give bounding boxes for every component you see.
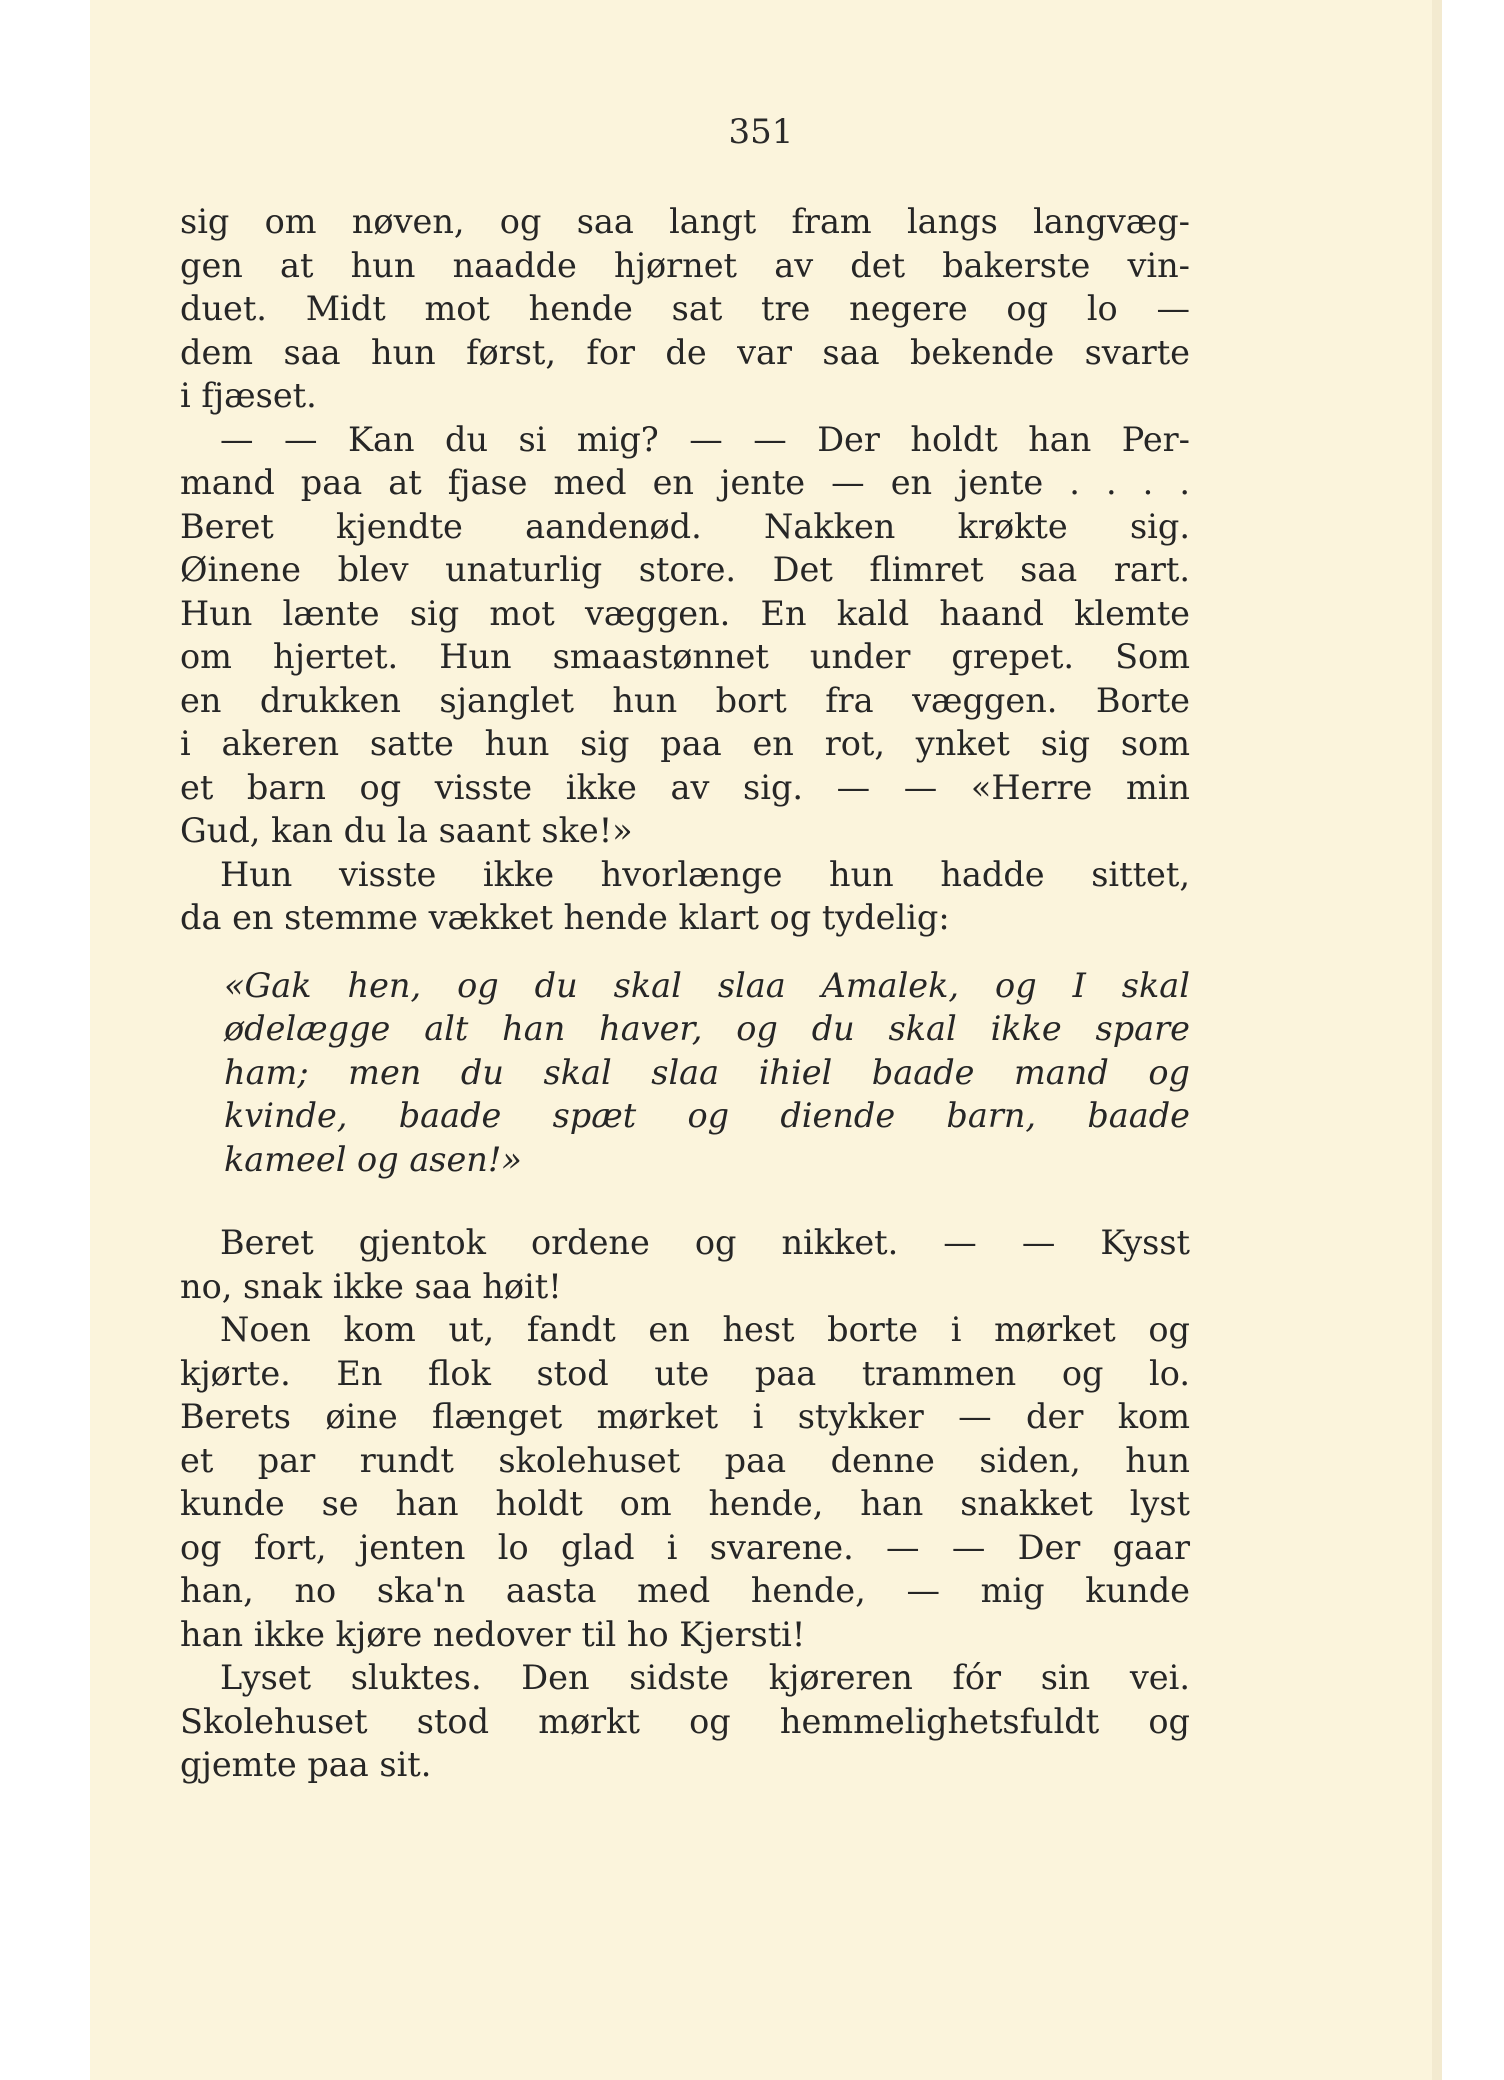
text-line: et barn og visste ikke av sig. — — «Herre min [180,767,1190,807]
page-edge-shadow [1432,0,1442,2080]
text-line: Hun visste ikke hvorlænge hun hadde sittet, [220,854,1190,894]
paragraph-4 [180,1221,1190,1308]
text-line: Øinene blev unaturlig store. Det flimret saa rart. [180,550,1190,589]
text-line: sig om nøven, og saa langt fram langs langvæg- [180,202,1190,241]
paragraph-6 [180,1656,1190,1787]
quote-line: «Gak hen, og du skal slaa Amalek, og I skal [224,965,1190,1005]
paragraph-3 [180,853,1190,940]
text-line: og fort, jenten lo glad i svarene. — — Der gaar [180,1527,1190,1567]
text-line: Skolehuset stod mørkt og hemmelighetsfuldt og [180,1701,1190,1741]
quote-line: kameel og asen!» [224,1139,522,1179]
text-line: han ikke kjøre nedover til ho Kjersti! [180,1614,806,1654]
text-line: Gud, kan du la saant ske!» [180,811,633,850]
text-line: no, snak ikke saa høit! [180,1266,562,1306]
text-line: om hjertet. Hun smaastønnet under grepet. Som [180,637,1190,676]
text-line: gen at hun naadde hjørnet av det bakerste vin- [180,245,1190,285]
text-line: i akeren satte hun sig paa en rot, ynket sig som [180,724,1190,763]
text-line: gjemte paa sit. [180,1745,432,1784]
text-line: mand paa at fjase med en jente — en jente . . . . [180,463,1190,502]
text-line: Beret gjentok ordene og nikket. — — Kysst [220,1223,1190,1262]
text-line: duet. Midt mot hende sat tre negere og lo — [180,289,1190,328]
paragraph-1 [180,200,1190,418]
text-line: — — Kan du si mig? — — Der holdt han Per- [220,419,1190,459]
paragraph-5 [180,1308,1190,1656]
text-line: da en stemme vækket hende klart og tydelig: [180,898,950,937]
text-line: en drukken sjanglet hun bort fra væggen. Borte [180,680,1190,720]
text-line: i fjæset. [180,376,317,415]
text-line: kunde se han holdt om hende, han snakket lyst [180,1484,1190,1523]
scripture-quote [224,964,1190,1182]
text-line: et par rundt skolehuset paa denne siden, hun [180,1440,1190,1480]
text-line: Beret kjendte aandenød. Nakken krøkte sig. [180,506,1190,546]
text-line: Berets øine flænget mørket i stykker — der kom [180,1397,1190,1436]
text-line: Noen kom ut, fandt en hest borte i mørket og [220,1310,1190,1349]
text-line: dem saa hun først, for de var saa bekende svarte [180,332,1190,372]
text-line: kjørte. En flok stod ute paa trammen og lo. [180,1353,1190,1393]
text-line: Lyset sluktes. Den sidste kjøreren fór sin vei. [220,1658,1190,1697]
text-line: Hun lænte sig mot væggen. En kald haand klemte [180,593,1190,633]
paragraph-2 [180,418,1190,853]
text-line: han, no ska'n aasta med hende, — mig kunde [180,1571,1190,1610]
page-body [180,200,1190,1787]
quote-line: ødelægge alt han haver, og du skal ikke spare [224,1009,1190,1048]
book-page [90,0,1432,2080]
quote-line: ham; men du skal slaa ihiel baade mand og [224,1052,1190,1092]
quote-line: kvinde, baade spæt og diende barn, baade [224,1096,1190,1135]
page-number: 351 [728,112,794,152]
